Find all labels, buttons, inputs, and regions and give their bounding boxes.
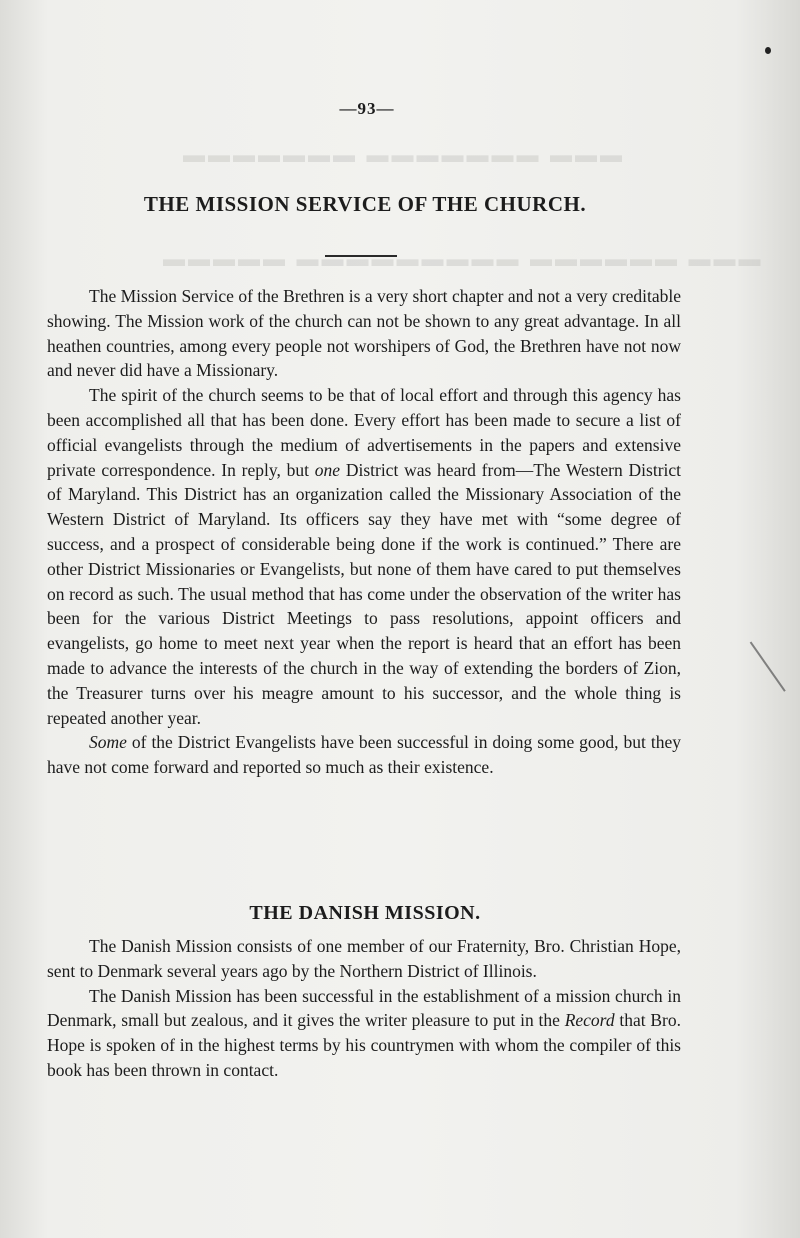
paragraph — [47, 284, 681, 383]
page-number: —93— — [339, 99, 395, 118]
paragraph-text: The spirit of the church seems to be that of local effort and through this agency has been accomplished all that has been done. Every effort has been made to secure a list of official evangelists through the medium of advertisements in the papers and extensive private correspondence. In reply, but — [47, 385, 681, 480]
bleed-through-text: ▬▬▬ ▬▬▬▬▬▬ ▬▬▬▬▬▬▬▬▬ ▬▬▬▬▬ — [160, 246, 761, 271]
ink-spot — [765, 47, 771, 54]
section-title: THE DANISH MISSION. — [249, 902, 481, 924]
emphasis-text: Some — [89, 732, 127, 753]
chapter-title: THE MISSION SERVICE OF THE CHURCH. — [143, 192, 587, 216]
paragraph — [47, 934, 681, 984]
title-rule — [325, 255, 397, 257]
emphasis-text: one — [314, 459, 341, 480]
emphasis-text: Record — [564, 1010, 615, 1031]
paragraph — [47, 984, 681, 1083]
paragraph-text: The Danish Mission consists of one member of our Fraternity, Bro. Christian Hope, sent to Denmark several years ago by the Northern District of Illinois. — [47, 936, 681, 981]
paragraph-text: District was heard from—The Western District of Maryland. This District has an organization called the Missionary Association of the Western District of Maryland. Its officers say they have met with “some degree of success, and a prospect of considerable being done if the work is continued.” There are other District Missionaries or Evangelists, but none of them have cared to put themselves on record as such. The usual method that has come under the observation of the writer has been for the various District Meetings to pass resolutions, appoint officers and evangelists, go home to meet next year when the report is heard that an effort has been made to advance the interests of the church in the way of extending the borders of Zion, the Treasurer turns over his meagre amount to his successor, and the whole thing is repeated another year. — [47, 459, 682, 728]
paragraph-text: The Mission Service of the Brethren is a very short chapter and not a very creditable showing. The Mission work of the church can not be shown to any great advantage. In all heathen countries, among every people not worshipers of God, the Brethren have not now and never did have a Missionary. — [47, 286, 681, 381]
danish-mission-body — [47, 934, 681, 1083]
bleed-through-text: ▬▬▬ ▬▬▬▬▬▬▬ ▬▬▬▬▬▬▬ — [180, 142, 622, 167]
mission-service-body — [47, 284, 681, 780]
paragraph — [47, 383, 681, 730]
paragraph-text: of the District Evangelists have been successful in doing some good, but they have not come forward and reported so much as their existence. — [47, 732, 682, 778]
paragraph-text: that Bro. Hope is spoken of in the highest terms by his countrymen with whom the compiler of this book has been thrown in contact. — [47, 1010, 681, 1080]
paragraph — [47, 730, 681, 780]
paragraph-text: The Danish Mission has been successful in the establishment of a mission church in Denmark, small but zealous, and it gives the writer pleasure to put in the — [47, 985, 681, 1031]
paper-crease — [750, 624, 800, 692]
